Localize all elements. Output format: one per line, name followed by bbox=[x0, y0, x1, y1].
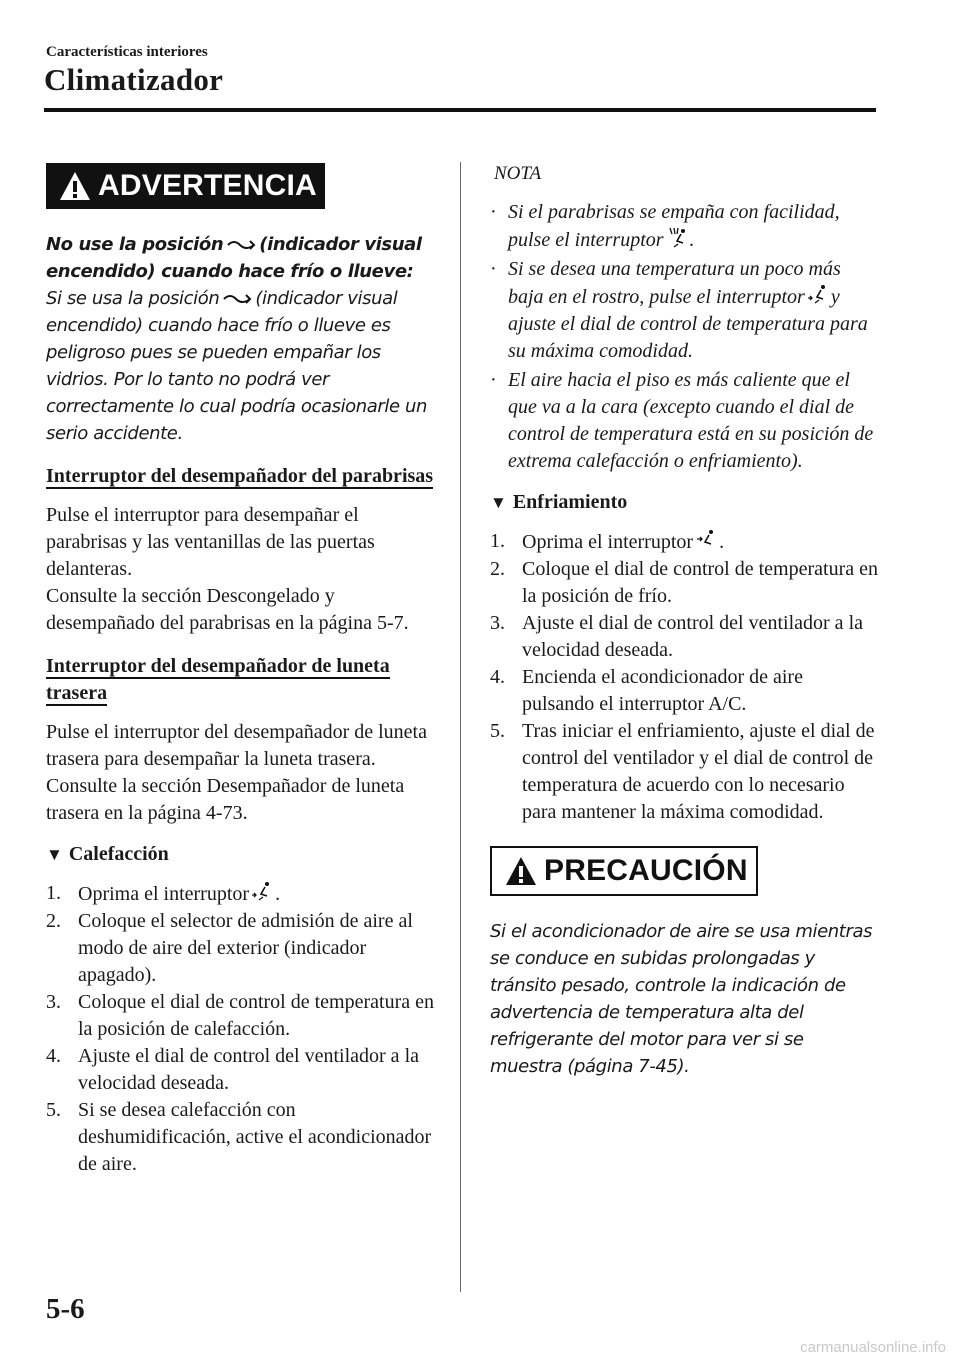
caution-text: Si el acondicionador de aire se usa mientras se conduce en subidas prolongadas y tránsito pesado, controle la indicación de advertencia de temperatura alta del refrigerante del motor para ver si se muestra (página 7-45). bbox=[490, 921, 873, 1077]
list-item: · Si se desea una temperatura un poco más baja en el rostro, pulse el interruptor y ajuste el dial de control de temperatura para su máxima comodidad. bbox=[490, 258, 868, 362]
floor-defrost-icon bbox=[666, 226, 688, 248]
column-divider bbox=[460, 162, 461, 1292]
list-item: 1. Oprima el interruptor . bbox=[46, 882, 281, 905]
list-item: 2. Coloque el selector de admisión de aire al modo de aire del exterior (indicador apagado). bbox=[46, 910, 413, 986]
warning-heading: No use la posición (indicador visual encendido) cuando hace frío o llueve: bbox=[46, 234, 422, 282]
caution-badge bbox=[490, 846, 758, 896]
list-item: 4. Encienda el acondicionador de aire pulsando el interruptor A/C. bbox=[490, 666, 803, 715]
vent-mode-icon bbox=[222, 292, 252, 306]
page-number: 5-6 bbox=[46, 1293, 85, 1325]
list-item: 1. Oprima el interruptor . bbox=[490, 530, 725, 553]
rear-paragraph: Pulse el interruptor del desempañador de luneta trasera para desempañar la luneta trasera. Consulte la sección Desempañador de luneta trasera en la página 4-73. bbox=[46, 721, 427, 824]
floor-face-vent-icon bbox=[807, 283, 829, 305]
cooling-heading: ▼ Enfriamiento bbox=[490, 489, 880, 516]
watermark: carmanualsonline.info bbox=[800, 1339, 946, 1356]
note-label: NOTA bbox=[494, 163, 542, 184]
list-item: 2. Coloque el dial de control de temperatura en la posición de frío. bbox=[490, 558, 878, 607]
list-item: 5. Tras iniciar el enfriamiento, ajuste el dial de control del ventilador y el dial de control de temperatura de acuerdo con lo necesario para mantener la máxima comodidad. bbox=[490, 720, 875, 823]
list-item: 5. Si se desea calefacción con deshumidificación, active el acondicionador de aire. bbox=[46, 1099, 432, 1175]
warning-triangle-icon bbox=[58, 170, 92, 202]
rear-defroster-heading: Interruptor del desempañador de luneta trasera bbox=[46, 655, 390, 704]
title-rule bbox=[44, 108, 876, 112]
left-column bbox=[46, 163, 440, 1178]
windshield-paragraph: Pulse el interruptor para desempañar el parabrisas y las ventanillas de las puertas delanteras. Consulte la sección Descongelado y desempañado del parabrisas en la página 5-7. bbox=[46, 504, 409, 634]
warning-triangle-icon bbox=[504, 855, 538, 887]
warning-label: ADVERTENCIA bbox=[98, 169, 317, 202]
warning-body: Si se usa la posición (indicador visual encendido) cuando hace frío o llueve es peligroso pues se pueden empañar los vidrios. Por lo tanto no podrá ver correctamente lo cual podría ocasionarle un serio accidente. bbox=[46, 288, 428, 444]
triangle-marker-icon: ▼ bbox=[46, 845, 63, 864]
vent-mode-icon bbox=[226, 238, 256, 252]
cooling-steps bbox=[490, 528, 880, 826]
floor-face-vent-icon bbox=[251, 880, 273, 902]
list-item: 3. Ajuste el dial de control del ventilador a la velocidad deseada. bbox=[490, 612, 863, 661]
caution-label: PRECAUCIÓN bbox=[544, 854, 748, 887]
section-label: Características interiores bbox=[46, 44, 208, 60]
right-column bbox=[490, 160, 880, 1080]
warning-badge bbox=[46, 163, 325, 209]
list-item: 3. Coloque el dial de control de temperatura en la posición de calefacción. bbox=[46, 991, 434, 1040]
face-vent-icon bbox=[695, 528, 717, 550]
list-item: 4. Ajuste el dial de control del ventilador a la velocidad deseada. bbox=[46, 1045, 419, 1094]
page-title: Climatizador bbox=[44, 62, 224, 97]
list-item: · Si el parabrisas se empaña con facilidad, pulse el interruptor . bbox=[490, 201, 840, 251]
windshield-defroster-heading: Interruptor del desempañador del parabrisas bbox=[46, 465, 434, 487]
note-list bbox=[490, 199, 880, 475]
heating-heading: ▼ Calefacción bbox=[46, 841, 440, 868]
list-item: · El aire hacia el piso es más caliente que el que va a la cara (excepto cuando el dial de control de temperatura está en su posición de extrema calefacción o enfriamiento). bbox=[490, 369, 874, 472]
warning-text bbox=[46, 231, 440, 447]
heating-steps bbox=[46, 880, 440, 1178]
triangle-marker-icon: ▼ bbox=[490, 493, 507, 512]
